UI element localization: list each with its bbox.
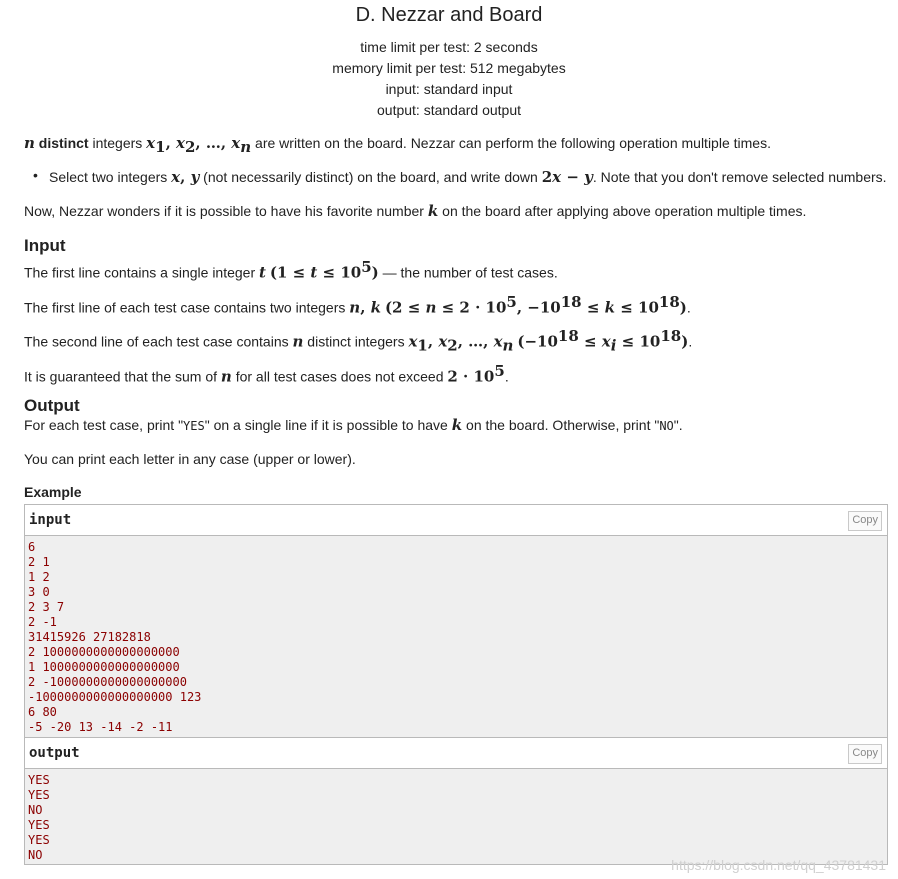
input-line-3: The second line of each test case contains n distinct integers $x_1$, $x_2$, …, $x_n$ $(-10^{18} \le x_i \le 10^{18})$.: [24, 327, 693, 355]
input-line-2: The first line of each test case contains two integers n, k ($2 \le n \le 2 \cdot 10^5$, $-10^{18} \le k \le 10^{18}$).: [24, 293, 691, 317]
problem-limits: [0, 37, 898, 121]
example-input-header: [25, 505, 887, 536]
example-output-label: output: [29, 745, 80, 761]
watermark: https://blog.csdn.net/qq_43781431: [671, 857, 886, 873]
example-output-box: [24, 737, 888, 865]
copy-output-button[interactable]: Copy: [848, 744, 882, 764]
statement-bullet: Select two integers x, y (not necessarily distinct) on the board, and write down 2x − y. Note that you don't remove selected numbers.: [49, 168, 887, 186]
statement-paragraph-1: n distinct integers $x_1$, $x_2$, …, $x_n$ are written on the board. Nezzar can perform the following operation multiple times.: [24, 134, 771, 156]
output-section-title: Output: [24, 396, 80, 415]
example-input-label: input: [29, 512, 72, 528]
example-output-header: [25, 738, 887, 769]
output-line-1: For each test case, print "YES" on a single line if it is possible to have k on the board. Otherwise, print "NO".: [24, 416, 683, 434]
example-input-box: [24, 504, 888, 738]
time-limit: time limit per test: 2 seconds: [360, 39, 538, 55]
copy-input-button[interactable]: Copy: [848, 511, 882, 531]
input-line-1: The first line contains a single integer t $(1 \le t \le 10^5)$ — the number of test cases.: [24, 258, 558, 282]
problem-title: D. Nezzar and Board: [355, 4, 543, 26]
input-spec: input: standard input: [385, 81, 513, 97]
input-line-4: It is guaranteed that the sum of n for all test cases does not exceed $2 \cdot 10^5$.: [24, 362, 509, 386]
memory-limit: memory limit per test: 512 megabytes: [332, 60, 566, 76]
output-line-2: You can print each letter in any case (upper or lower).: [24, 451, 356, 467]
example-title: Example: [24, 484, 82, 500]
output-spec: output: standard output: [377, 102, 521, 118]
input-section-title: Input: [24, 236, 66, 255]
bullet-dot: •: [33, 167, 38, 183]
statement-paragraph-2: Now, Nezzar wonders if it is possible to have his favorite number k on the board after applying above operation multiple times.: [24, 202, 807, 220]
example-output-content: YES YES NO YES YES NO: [28, 773, 50, 862]
example-input-content: 6 2 1 1 2 3 0 2 3 7 2 -1 31415926 27182818 2 1000000000000000000 1 1000000000000000000 2 -1000000000000000000 -1000000000000000000 123 6 80 -5 -20 13 -14 -2 -11: [28, 540, 202, 734]
